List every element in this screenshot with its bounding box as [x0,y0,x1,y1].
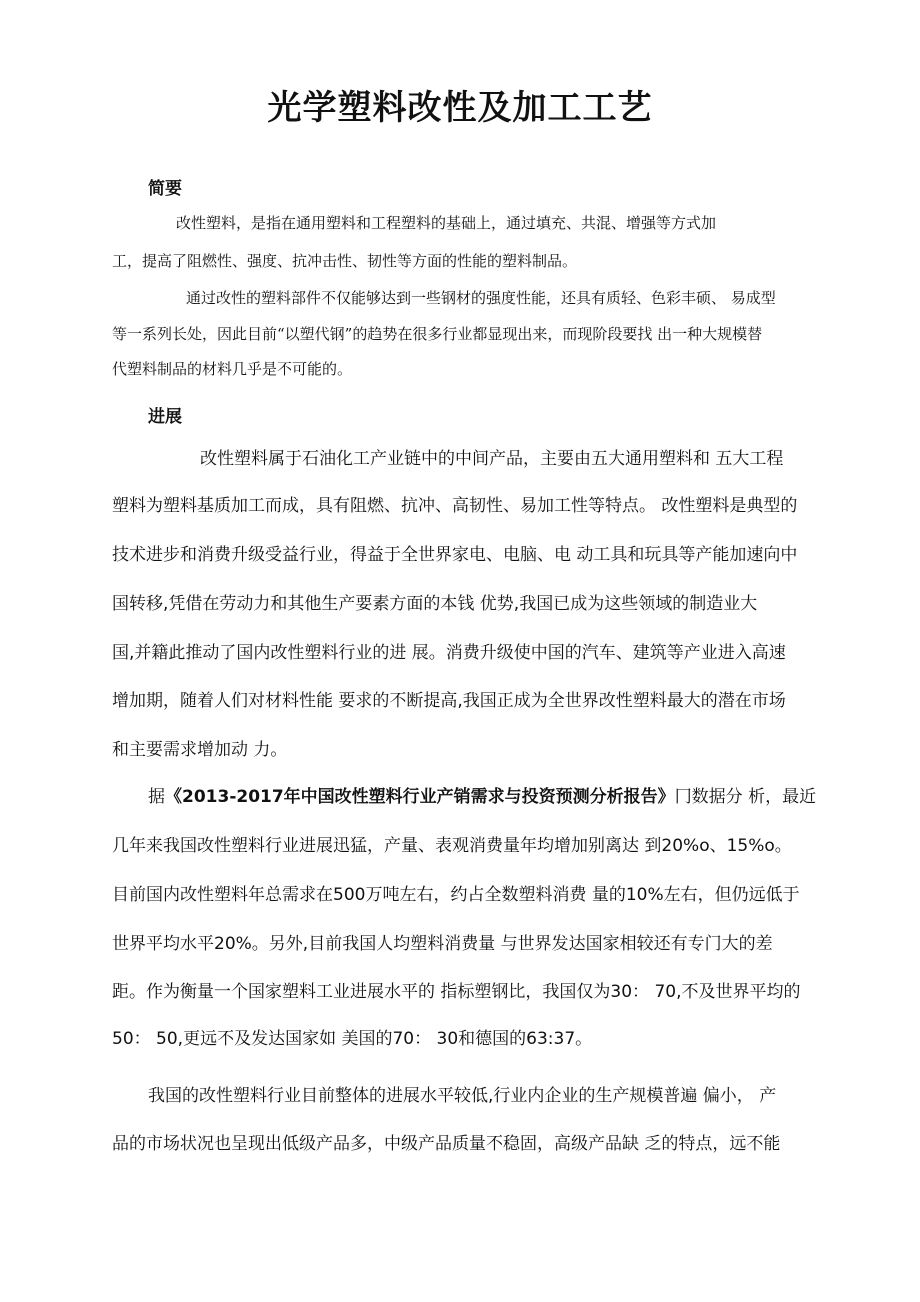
progress-p1-line7: 和主要需求增加动 力。 [112,740,288,760]
summary-p1-line2: 工，提高了阻燃性、强度、抗冲击性、韧性等方面的性能的塑料制品。 [112,252,578,270]
progress-p2-line6: 50： 50,更远不及发达国家如 美国的70： 30和德国的63:37。 [112,1029,593,1049]
progress-p2-lead: 据 [148,787,165,807]
progress-p3-line2: 品的市场状况也呈现出低级产品多，中级产品质量不稳固，高级产品缺 乏的特点，远不能 [112,1134,781,1154]
progress-p2-line1 [148,782,816,807]
summary-p1-line1: 改性塑料，是指在通用塑料和工程塑料的基础上，通过填充、共混、增强等方式加 [176,214,717,232]
summary-p2-line3: 代塑料制品的材料几乎是不可能的。 [112,360,353,378]
section-heading-progress: 进展 [148,407,182,427]
progress-p1-line4: 国转移,凭借在劳动力和其他生产要素方面的本钱 优势,我国已成为这些领域的制造业大 [112,594,758,614]
progress-p2-line4: 世界平均水平20%。另外,目前我国人均塑料消费量 与世界发达国家相较还有专门大的差 [112,934,773,954]
progress-p1-line5: 国,并籍此推动了国内改性塑料行业的进 展。消费升级使中国的汽车、建筑等产业进入高速 [112,643,786,663]
summary-p2-line1: 通过改性的塑料部件不仅能够达到一些钢材的强度性能，还具有质轻、色彩丰硕、 易成型 [186,289,776,307]
progress-p2-line2: 几年来我国改性塑料行业进展迅猛，产量、表观消费量年均增加别离达 到20%o、15%o。 [112,836,792,856]
progress-p2-line1-rest: 冂数据分 析，最近 [674,787,817,807]
progress-p1-line2: 塑料为塑料基质加工而成，具有阻燃、抗冲、高韧性、易加工性等特点。 改性塑料是典型的 [112,496,798,516]
progress-p1-line6: 增加期，随着人们对材料性能 要求的不断提高,我国正成为全世界改性塑料最大的潜在市场 [112,691,786,711]
progress-p2-line5: 距。作为衡量一个国家塑料工业进展水平的 指标塑钢比，我国仅为30： 70,不及世界平均的 [112,982,801,1002]
summary-p2-line2: 等一系列长处，因此目前“以塑代钢”的趋势在很多行业都显现出来，而现阶段要找 出一种大规模替 [112,325,763,343]
progress-p1-line1: 改性塑料属于石油化工产业链中的中间产品，主要由五大通用塑料和 五大工程 [200,449,784,469]
report-title: 《2013-2017年中国改性塑料行业产销需求与投资预测分析报告》 [165,787,675,807]
progress-p1-line3: 技术进步和消费升级受益行业，得益于全世界家电、电脑、电 动工具和玩具等产能加速向中 [112,545,798,565]
progress-p3-line1: 我国的改性塑料行业目前整体的进展水平较低,行业内企业的生产规模普遍 偏小， 产 [148,1086,777,1106]
progress-p2-line3: 目前国内改性塑料年总需求在500万吨左右，约占全数塑料消费 量的10%左右，但仍远低于 [112,885,800,905]
section-heading-summary: 简要 [148,179,182,199]
document-title: 光学塑料改性及加工工艺 [267,88,653,128]
